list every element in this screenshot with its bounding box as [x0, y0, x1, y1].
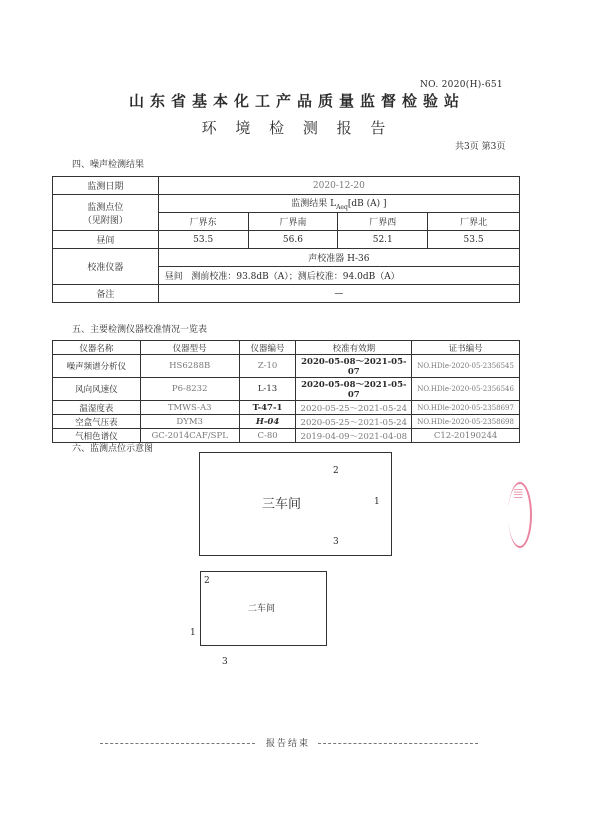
cell: 2020-05-25～2021-05-24 [296, 415, 412, 429]
cell: P6-8232 [140, 378, 239, 401]
table-row [53, 415, 520, 429]
col-header: 仪器型号 [140, 341, 239, 355]
section6-title: 六、监测点位示意图 [72, 444, 154, 454]
table-row [53, 249, 520, 267]
cell: Z-10 [239, 355, 296, 378]
document-number: NO. 2020(H)-651 [420, 80, 503, 90]
table-row [53, 195, 520, 213]
cell: TMWS-A3 [140, 401, 239, 415]
calib-label: 校准仪器 [53, 249, 159, 285]
cell: NO.HDle-2020-05-2356545 [412, 355, 520, 378]
cell: NO.HDle-2020-05-2358698 [412, 415, 520, 429]
cell: H-04 [239, 415, 296, 429]
point-south: 厂界南 [248, 213, 338, 231]
cell: 2019-04-09～2021-04-08 [296, 429, 412, 443]
col-header: 校准有效期 [296, 341, 412, 355]
cell: GC-2014CAF/SPL [140, 429, 239, 443]
cell: 2020-05-08～2021-05-07 [296, 355, 412, 378]
cell: C-80 [239, 429, 296, 443]
value-south: 56.6 [248, 231, 338, 249]
cell: HS6288B [140, 355, 239, 378]
footer-divider-left [100, 743, 255, 744]
building-2-label: 二车间 [248, 604, 276, 614]
table-header-row [53, 341, 520, 355]
remark-label: 备注 [53, 285, 159, 303]
col-header: 证书编号 [412, 341, 520, 355]
point-east: 厂界东 [158, 213, 248, 231]
report-title: 环 境 检 测 报 告 [201, 119, 393, 137]
col-header: 仪器名称 [53, 341, 141, 355]
building-3-label: 三车间 [262, 497, 302, 512]
footer-divider-right [318, 743, 478, 744]
point-2-marker: 2 [204, 576, 210, 586]
noise-results-table [52, 176, 520, 303]
cell: DYM3 [140, 415, 239, 429]
value-east: 53.5 [158, 231, 248, 249]
cell: 2020-05-25～2021-05-24 [296, 401, 412, 415]
point-north: 厂界北 [428, 213, 520, 231]
date-label: 监测日期 [53, 177, 159, 195]
date-value: 2020-12-20 [158, 177, 519, 195]
calib-device: 声校准器 H-36 [158, 249, 519, 267]
cell: 2020-05-08～2021-05-07 [296, 378, 412, 401]
point-3-marker: 3 [333, 537, 339, 547]
point-label: 监测点位 （见附图） [53, 195, 159, 231]
cell: C12-20190244 [412, 429, 520, 443]
cell: 温湿度表 [53, 401, 141, 415]
point-1-marker: 1 [374, 497, 380, 507]
cell: NO.HDle-2020-05-2356546 [412, 378, 520, 401]
col-header: 仪器编号 [239, 341, 296, 355]
table-row [53, 285, 520, 303]
table-row [53, 401, 520, 415]
cell: 噪声频谱分析仪 [53, 355, 141, 378]
cell: T-47-1 [239, 401, 296, 415]
table-row [53, 355, 520, 378]
day-label: 昼间 [53, 231, 159, 249]
cell: 气相色谱仪 [53, 429, 141, 443]
value-north: 53.5 [428, 231, 520, 249]
cell: NO.HDle-2020-05-2358697 [412, 401, 520, 415]
section5-title: 五、主要检测仪器校准情况一览表 [72, 325, 208, 335]
report-end-text: 报告结束 [266, 739, 311, 749]
instrument-table [52, 340, 520, 443]
section4-title: 四、噪声检测结果 [72, 160, 145, 170]
stamp-text: |||| [514, 488, 523, 499]
cell: 风向风速仪 [53, 378, 141, 401]
point-west: 厂界西 [338, 213, 428, 231]
cell: L-13 [239, 378, 296, 401]
result-header: 监测结果 $L_{Aeq}[dB$ (A) ] [158, 195, 519, 213]
point-1-marker: 1 [190, 628, 196, 638]
point-3-marker: 3 [222, 657, 228, 667]
remark-value: — [158, 285, 519, 303]
table-row [53, 177, 520, 195]
cell: 空盒气压表 [53, 415, 141, 429]
table-row [53, 378, 520, 401]
calib-detail: 昼间 测前校准：93.8dB（A）；测后校准：94.0dB（A） [158, 267, 519, 285]
organization-title: 山东省基本化工产品质量监督检验站 [128, 92, 465, 110]
page-info: 共3页 第3页 [455, 142, 506, 152]
table-row [53, 231, 520, 249]
point-2-marker: 2 [333, 466, 339, 476]
value-west: 52.1 [338, 231, 428, 249]
